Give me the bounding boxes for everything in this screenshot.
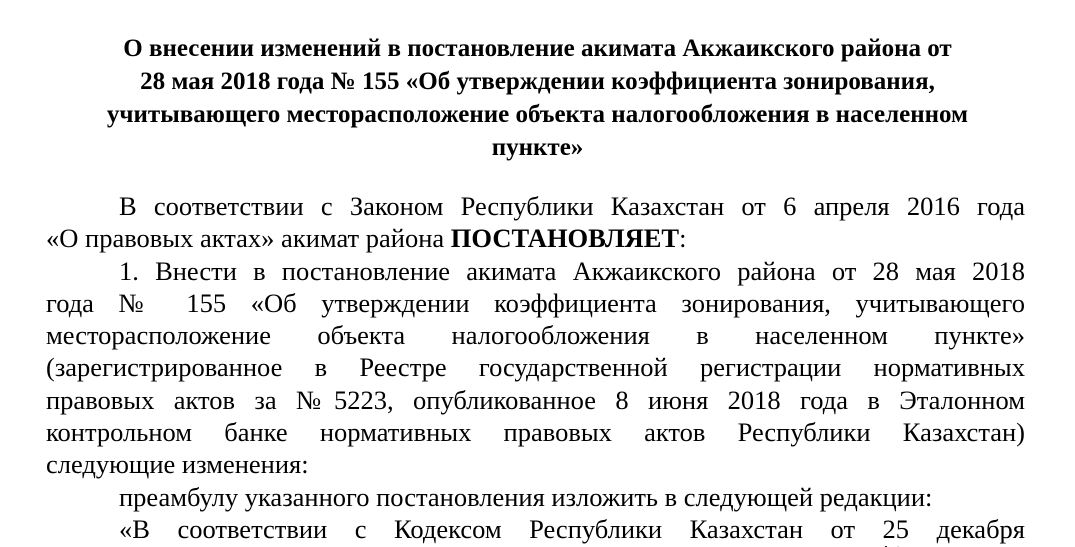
clause-1-line: следующие изменения: (46, 449, 309, 480)
clause-1-line: (зарегистрированное в Реестре государственной регистрации нормативных (46, 352, 1025, 383)
title-line: учитывающего месторасположение объекта налогообложения в населенном (106, 101, 969, 128)
partial-text-fragment (880, 540, 904, 547)
clause-1-line: года № 155 «Об утверждении коэффициента зонирования, учитывающего (46, 287, 1025, 318)
clause-1-line: 1. Внести в постановление акимата Акжаикского района от 28 мая 2018 (119, 255, 1025, 286)
preamble-text: «О правовых актах» акимат района (46, 223, 451, 254)
document-title (40, 32, 1035, 164)
paragraph-preamble-line: В соответствии с Законом Республики Казахстан от 6 апреля 2016 года (119, 191, 1025, 221)
amendment-instruction: преамбулу указанного постановления изложить в следующей редакции: (119, 481, 933, 512)
clause-1-line: контрольном банке нормативных правовых актов Республики Казахстан) (46, 417, 1025, 448)
document-body (46, 190, 1025, 545)
title-line: 28 мая 2018 года № 155 «Об утверждении коэффициента зонирования, (140, 68, 935, 95)
decree-keyword: ПОСТАНОВЛЯЕТ (450, 223, 680, 254)
clause-1-line: месторасположение объекта налогообложения в населенном пункте» (46, 320, 1025, 351)
new-preamble-line: «В соответствии с Кодексом Республики Казахстан от 25 декабря (119, 513, 1025, 544)
paragraph-preamble-line (46, 222, 1025, 254)
clause-1-line: правовых актов за №5223, опубликованное 8 июня 2018 года в Эталонном (46, 384, 1025, 415)
preamble-colon: : (679, 223, 687, 254)
title-line: О внесении изменений в постановление акимата Акжаикского района от (123, 35, 952, 62)
title-line: пункте» (491, 134, 584, 161)
